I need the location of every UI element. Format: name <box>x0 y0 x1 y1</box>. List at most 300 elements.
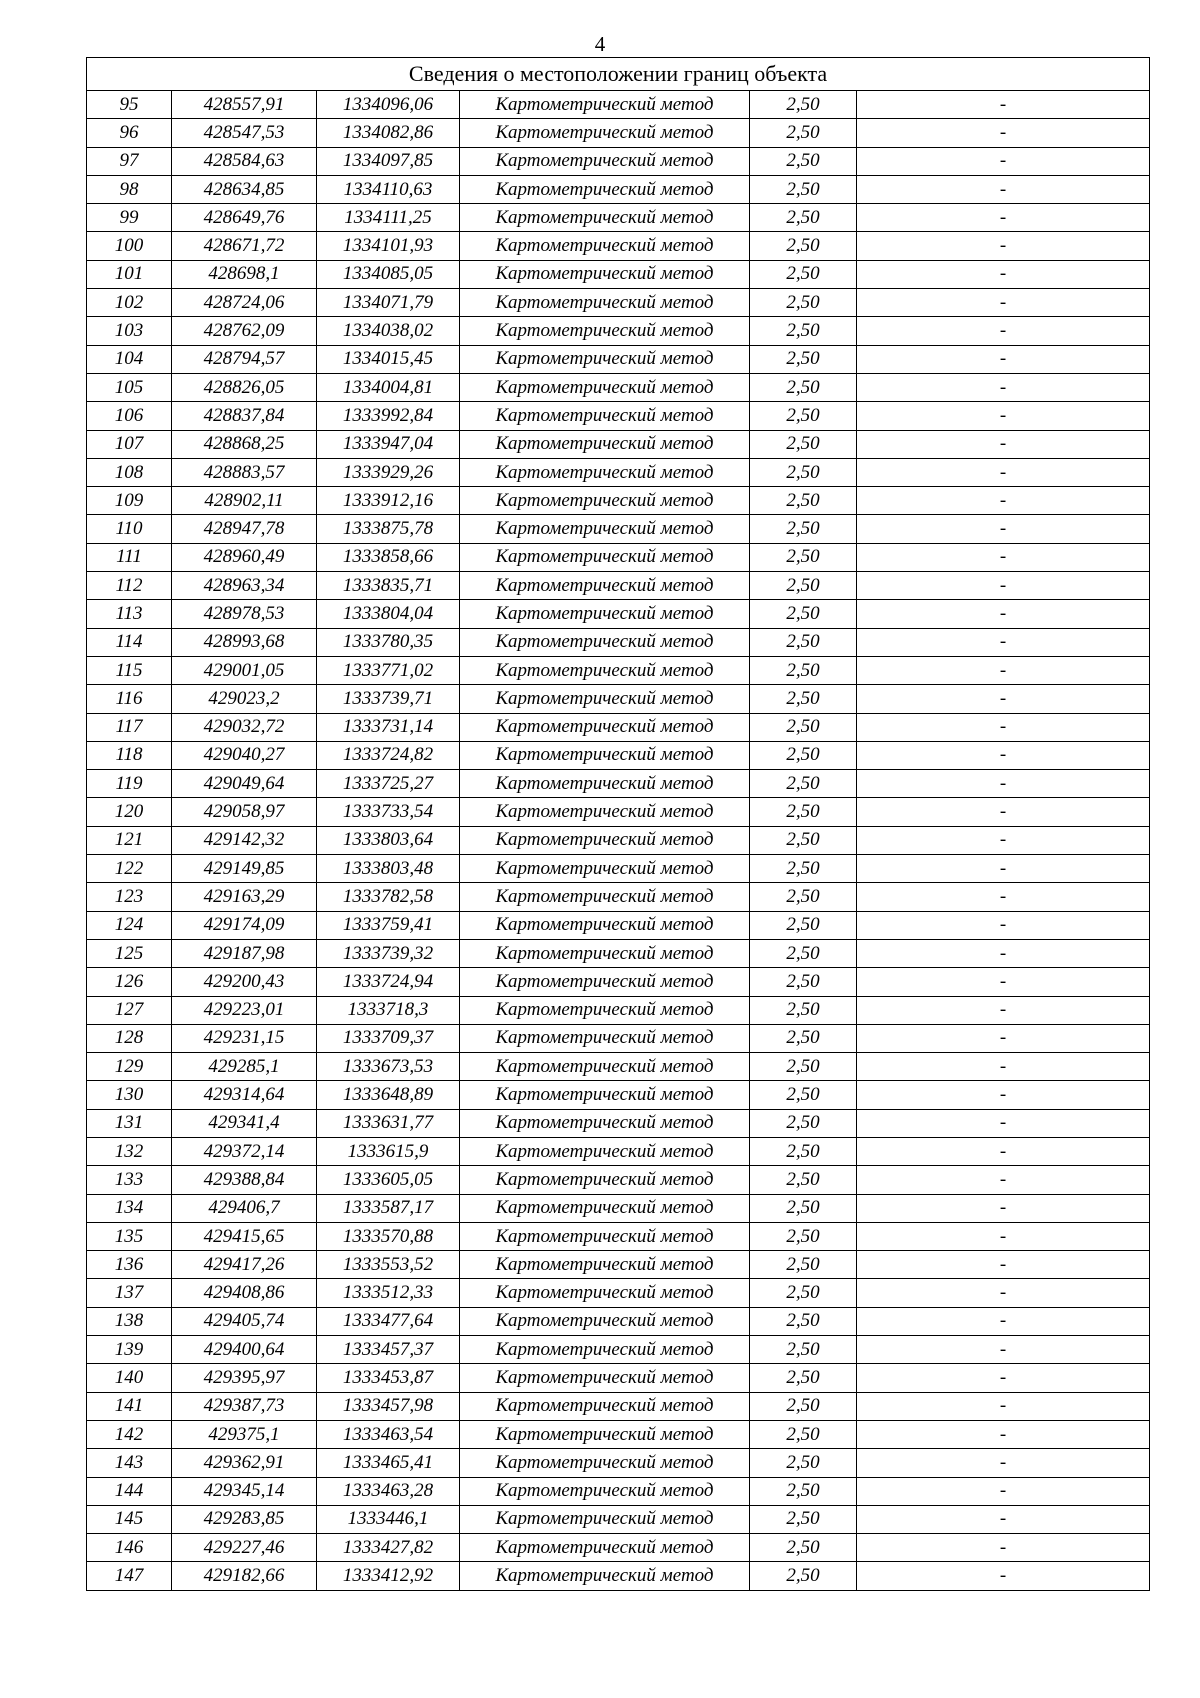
point-number-cell: 125 <box>87 939 172 967</box>
description-cell: - <box>857 1392 1150 1420</box>
x-coordinate-cell: 428837,84 <box>172 402 317 430</box>
accuracy-cell: 2,50 <box>750 1449 857 1477</box>
table-row <box>87 1392 1150 1420</box>
description-cell: - <box>857 430 1150 458</box>
accuracy-cell: 2,50 <box>750 1251 857 1279</box>
table-row <box>87 741 1150 769</box>
method-cell: Картометрический метод <box>460 685 750 713</box>
method-cell: Картометрический метод <box>460 1222 750 1250</box>
table-row <box>87 855 1150 883</box>
description-cell: - <box>857 487 1150 515</box>
description-cell: - <box>857 572 1150 600</box>
y-coordinate-cell: 1333804,04 <box>317 600 460 628</box>
description-cell: - <box>857 600 1150 628</box>
accuracy-cell: 2,50 <box>750 430 857 458</box>
y-coordinate-cell: 1333631,77 <box>317 1109 460 1137</box>
y-coordinate-cell: 1333947,04 <box>317 430 460 458</box>
description-cell: - <box>857 91 1150 119</box>
table-row <box>87 91 1150 119</box>
method-cell: Картометрический метод <box>460 402 750 430</box>
y-coordinate-cell: 1333673,53 <box>317 1053 460 1081</box>
y-coordinate-cell: 1333733,54 <box>317 798 460 826</box>
description-cell: - <box>857 685 1150 713</box>
x-coordinate-cell: 429415,65 <box>172 1222 317 1250</box>
point-number-cell: 118 <box>87 741 172 769</box>
x-coordinate-cell: 429375,1 <box>172 1420 317 1448</box>
description-cell: - <box>857 996 1150 1024</box>
x-coordinate-cell: 429341,4 <box>172 1109 317 1137</box>
x-coordinate-cell: 429023,2 <box>172 685 317 713</box>
method-cell: Картометрический метод <box>460 1279 750 1307</box>
table-row <box>87 1024 1150 1052</box>
table-row <box>87 1222 1150 1250</box>
accuracy-cell: 2,50 <box>750 685 857 713</box>
method-cell: Картометрический метод <box>460 317 750 345</box>
method-cell: Картометрический метод <box>460 1449 750 1477</box>
x-coordinate-cell: 428649,76 <box>172 204 317 232</box>
x-coordinate-cell: 428698,1 <box>172 260 317 288</box>
accuracy-cell: 2,50 <box>750 232 857 260</box>
y-coordinate-cell: 1333739,32 <box>317 939 460 967</box>
table-row <box>87 1053 1150 1081</box>
method-cell: Картометрический метод <box>460 175 750 203</box>
y-coordinate-cell: 1333648,89 <box>317 1081 460 1109</box>
method-cell: Картометрический метод <box>460 1109 750 1137</box>
boundary-coordinates-table <box>86 57 1150 1591</box>
x-coordinate-cell: 429400,64 <box>172 1336 317 1364</box>
table-row <box>87 911 1150 939</box>
point-number-cell: 117 <box>87 713 172 741</box>
description-cell: - <box>857 1534 1150 1562</box>
point-number-cell: 105 <box>87 373 172 401</box>
x-coordinate-cell: 429314,64 <box>172 1081 317 1109</box>
method-cell: Картометрический метод <box>460 770 750 798</box>
table-row <box>87 1251 1150 1279</box>
x-coordinate-cell: 429032,72 <box>172 713 317 741</box>
accuracy-cell: 2,50 <box>750 798 857 826</box>
y-coordinate-cell: 1333929,26 <box>317 458 460 486</box>
x-coordinate-cell: 428960,49 <box>172 543 317 571</box>
method-cell: Картометрический метод <box>460 373 750 401</box>
description-cell: - <box>857 855 1150 883</box>
accuracy-cell: 2,50 <box>750 600 857 628</box>
y-coordinate-cell: 1334004,81 <box>317 373 460 401</box>
y-coordinate-cell: 1334101,93 <box>317 232 460 260</box>
point-number-cell: 96 <box>87 119 172 147</box>
x-coordinate-cell: 428902,11 <box>172 487 317 515</box>
table-row <box>87 430 1150 458</box>
point-number-cell: 142 <box>87 1420 172 1448</box>
point-number-cell: 113 <box>87 600 172 628</box>
y-coordinate-cell: 1333512,33 <box>317 1279 460 1307</box>
accuracy-cell: 2,50 <box>750 656 857 684</box>
point-number-cell: 123 <box>87 883 172 911</box>
table-row <box>87 260 1150 288</box>
method-cell: Картометрический метод <box>460 1505 750 1533</box>
method-cell: Картометрический метод <box>460 1477 750 1505</box>
y-coordinate-cell: 1333463,54 <box>317 1420 460 1448</box>
x-coordinate-cell: 428794,57 <box>172 345 317 373</box>
y-coordinate-cell: 1334111,25 <box>317 204 460 232</box>
table-row <box>87 1166 1150 1194</box>
description-cell: - <box>857 1279 1150 1307</box>
accuracy-cell: 2,50 <box>750 855 857 883</box>
table-row <box>87 656 1150 684</box>
method-cell: Картометрический метод <box>460 1420 750 1448</box>
accuracy-cell: 2,50 <box>750 1166 857 1194</box>
description-cell: - <box>857 1024 1150 1052</box>
y-coordinate-cell: 1333725,27 <box>317 770 460 798</box>
method-cell: Картометрический метод <box>460 91 750 119</box>
y-coordinate-cell: 1333587,17 <box>317 1194 460 1222</box>
point-number-cell: 133 <box>87 1166 172 1194</box>
table-row <box>87 487 1150 515</box>
description-cell: - <box>857 1222 1150 1250</box>
table-row <box>87 175 1150 203</box>
point-number-cell: 103 <box>87 317 172 345</box>
point-number-cell: 141 <box>87 1392 172 1420</box>
table-row <box>87 685 1150 713</box>
x-coordinate-cell: 429395,97 <box>172 1364 317 1392</box>
y-coordinate-cell: 1333446,1 <box>317 1505 460 1533</box>
accuracy-cell: 2,50 <box>750 741 857 769</box>
method-cell: Картометрический метод <box>460 543 750 571</box>
y-coordinate-cell: 1333553,52 <box>317 1251 460 1279</box>
method-cell: Картометрический метод <box>460 430 750 458</box>
point-number-cell: 127 <box>87 996 172 1024</box>
method-cell: Картометрический метод <box>460 289 750 317</box>
method-cell: Картометрический метод <box>460 883 750 911</box>
table-row <box>87 1449 1150 1477</box>
description-cell: - <box>857 373 1150 401</box>
table-row <box>87 402 1150 430</box>
y-coordinate-cell: 1334082,86 <box>317 119 460 147</box>
method-cell: Картометрический метод <box>460 1307 750 1335</box>
x-coordinate-cell: 429362,91 <box>172 1449 317 1477</box>
accuracy-cell: 2,50 <box>750 289 857 317</box>
description-cell: - <box>857 317 1150 345</box>
point-number-cell: 101 <box>87 260 172 288</box>
table-row <box>87 289 1150 317</box>
point-number-cell: 120 <box>87 798 172 826</box>
point-number-cell: 115 <box>87 656 172 684</box>
x-coordinate-cell: 429182,66 <box>172 1562 317 1590</box>
table-row <box>87 1109 1150 1137</box>
x-coordinate-cell: 428724,06 <box>172 289 317 317</box>
accuracy-cell: 2,50 <box>750 1505 857 1533</box>
method-cell: Картометрический метод <box>460 1392 750 1420</box>
x-coordinate-cell: 429174,09 <box>172 911 317 939</box>
method-cell: Картометрический метод <box>460 1534 750 1562</box>
x-coordinate-cell: 429049,64 <box>172 770 317 798</box>
table-row <box>87 1505 1150 1533</box>
accuracy-cell: 2,50 <box>750 373 857 401</box>
y-coordinate-cell: 1333457,37 <box>317 1336 460 1364</box>
table-row <box>87 883 1150 911</box>
accuracy-cell: 2,50 <box>750 1194 857 1222</box>
description-cell: - <box>857 1053 1150 1081</box>
point-number-cell: 107 <box>87 430 172 458</box>
table-row <box>87 1364 1150 1392</box>
point-number-cell: 95 <box>87 91 172 119</box>
method-cell: Картометрический метод <box>460 1053 750 1081</box>
page-number: 4 <box>594 32 606 56</box>
point-number-cell: 128 <box>87 1024 172 1052</box>
method-cell: Картометрический метод <box>460 1081 750 1109</box>
accuracy-cell: 2,50 <box>750 628 857 656</box>
x-coordinate-cell: 429283,85 <box>172 1505 317 1533</box>
table-row <box>87 147 1150 175</box>
table-row <box>87 373 1150 401</box>
description-cell: - <box>857 543 1150 571</box>
description-cell: - <box>857 232 1150 260</box>
y-coordinate-cell: 1333709,37 <box>317 1024 460 1052</box>
method-cell: Картометрический метод <box>460 1562 750 1590</box>
description-cell: - <box>857 119 1150 147</box>
accuracy-cell: 2,50 <box>750 458 857 486</box>
description-cell: - <box>857 458 1150 486</box>
description-cell: - <box>857 1307 1150 1335</box>
accuracy-cell: 2,50 <box>750 1562 857 1590</box>
x-coordinate-cell: 429231,15 <box>172 1024 317 1052</box>
description-cell: - <box>857 798 1150 826</box>
point-number-cell: 116 <box>87 685 172 713</box>
accuracy-cell: 2,50 <box>750 1534 857 1562</box>
y-coordinate-cell: 1334096,06 <box>317 91 460 119</box>
x-coordinate-cell: 428883,57 <box>172 458 317 486</box>
description-cell: - <box>857 1251 1150 1279</box>
method-cell: Картометрический метод <box>460 1137 750 1165</box>
method-cell: Картометрический метод <box>460 826 750 854</box>
accuracy-cell: 2,50 <box>750 1024 857 1052</box>
y-coordinate-cell: 1333463,28 <box>317 1477 460 1505</box>
method-cell: Картометрический метод <box>460 911 750 939</box>
x-coordinate-cell: 429200,43 <box>172 968 317 996</box>
method-cell: Картометрический метод <box>460 345 750 373</box>
x-coordinate-cell: 428978,53 <box>172 600 317 628</box>
y-coordinate-cell: 1333457,98 <box>317 1392 460 1420</box>
point-number-cell: 147 <box>87 1562 172 1590</box>
table-row <box>87 1534 1150 1562</box>
accuracy-cell: 2,50 <box>750 1279 857 1307</box>
point-number-cell: 140 <box>87 1364 172 1392</box>
table-row <box>87 996 1150 1024</box>
description-cell: - <box>857 1336 1150 1364</box>
table-row <box>87 543 1150 571</box>
method-cell: Картометрический метод <box>460 1364 750 1392</box>
description-cell: - <box>857 770 1150 798</box>
table-row <box>87 1081 1150 1109</box>
accuracy-cell: 2,50 <box>750 147 857 175</box>
table-row <box>87 798 1150 826</box>
description-cell: - <box>857 826 1150 854</box>
point-number-cell: 102 <box>87 289 172 317</box>
description-cell: - <box>857 1505 1150 1533</box>
table-title: Сведения о местоположении границ объекта <box>87 58 1150 91</box>
point-number-cell: 132 <box>87 1137 172 1165</box>
point-number-cell: 129 <box>87 1053 172 1081</box>
point-number-cell: 134 <box>87 1194 172 1222</box>
method-cell: Картометрический метод <box>460 628 750 656</box>
table-row <box>87 345 1150 373</box>
table-row <box>87 939 1150 967</box>
method-cell: Картометрический метод <box>460 741 750 769</box>
accuracy-cell: 2,50 <box>750 317 857 345</box>
description-cell: - <box>857 1449 1150 1477</box>
point-number-cell: 106 <box>87 402 172 430</box>
description-cell: - <box>857 402 1150 430</box>
description-cell: - <box>857 1477 1150 1505</box>
method-cell: Картометрический метод <box>460 487 750 515</box>
accuracy-cell: 2,50 <box>750 1420 857 1448</box>
table-row <box>87 1562 1150 1590</box>
point-number-cell: 114 <box>87 628 172 656</box>
accuracy-cell: 2,50 <box>750 402 857 430</box>
method-cell: Картометрический метод <box>460 572 750 600</box>
accuracy-cell: 2,50 <box>750 1336 857 1364</box>
x-coordinate-cell: 429187,98 <box>172 939 317 967</box>
method-cell: Картометрический метод <box>460 1251 750 1279</box>
accuracy-cell: 2,50 <box>750 883 857 911</box>
table-row <box>87 458 1150 486</box>
description-cell: - <box>857 175 1150 203</box>
table-title-row <box>87 58 1150 91</box>
description-cell: - <box>857 1109 1150 1137</box>
y-coordinate-cell: 1333759,41 <box>317 911 460 939</box>
y-coordinate-cell: 1334085,05 <box>317 260 460 288</box>
table-row <box>87 232 1150 260</box>
method-cell: Картометрический метод <box>460 600 750 628</box>
y-coordinate-cell: 1333992,84 <box>317 402 460 430</box>
description-cell: - <box>857 345 1150 373</box>
description-cell: - <box>857 1420 1150 1448</box>
y-coordinate-cell: 1334097,85 <box>317 147 460 175</box>
method-cell: Картометрический метод <box>460 1194 750 1222</box>
y-coordinate-cell: 1333739,71 <box>317 685 460 713</box>
y-coordinate-cell: 1333835,71 <box>317 572 460 600</box>
point-number-cell: 119 <box>87 770 172 798</box>
method-cell: Картометрический метод <box>460 232 750 260</box>
point-number-cell: 121 <box>87 826 172 854</box>
accuracy-cell: 2,50 <box>750 487 857 515</box>
description-cell: - <box>857 939 1150 967</box>
point-number-cell: 108 <box>87 458 172 486</box>
method-cell: Картометрический метод <box>460 1024 750 1052</box>
method-cell: Картометрический метод <box>460 713 750 741</box>
accuracy-cell: 2,50 <box>750 770 857 798</box>
accuracy-cell: 2,50 <box>750 1392 857 1420</box>
table-row <box>87 572 1150 600</box>
point-number-cell: 110 <box>87 515 172 543</box>
accuracy-cell: 2,50 <box>750 1307 857 1335</box>
table-row <box>87 1137 1150 1165</box>
table-row <box>87 515 1150 543</box>
point-number-cell: 131 <box>87 1109 172 1137</box>
method-cell: Картометрический метод <box>460 1336 750 1364</box>
y-coordinate-cell: 1333412,92 <box>317 1562 460 1590</box>
table-body <box>87 91 1150 1591</box>
point-number-cell: 97 <box>87 147 172 175</box>
point-number-cell: 111 <box>87 543 172 571</box>
method-cell: Картометрический метод <box>460 968 750 996</box>
x-coordinate-cell: 428963,34 <box>172 572 317 600</box>
y-coordinate-cell: 1333782,58 <box>317 883 460 911</box>
description-cell: - <box>857 204 1150 232</box>
x-coordinate-cell: 429408,86 <box>172 1279 317 1307</box>
x-coordinate-cell: 428826,05 <box>172 373 317 401</box>
table-row <box>87 1194 1150 1222</box>
accuracy-cell: 2,50 <box>750 572 857 600</box>
y-coordinate-cell: 1333427,82 <box>317 1534 460 1562</box>
y-coordinate-cell: 1334015,45 <box>317 345 460 373</box>
accuracy-cell: 2,50 <box>750 1109 857 1137</box>
y-coordinate-cell: 1333477,64 <box>317 1307 460 1335</box>
y-coordinate-cell: 1334038,02 <box>317 317 460 345</box>
description-cell: - <box>857 1081 1150 1109</box>
y-coordinate-cell: 1333780,35 <box>317 628 460 656</box>
x-coordinate-cell: 429149,85 <box>172 855 317 883</box>
description-cell: - <box>857 883 1150 911</box>
x-coordinate-cell: 429417,26 <box>172 1251 317 1279</box>
description-cell: - <box>857 968 1150 996</box>
accuracy-cell: 2,50 <box>750 996 857 1024</box>
description-cell: - <box>857 713 1150 741</box>
x-coordinate-cell: 428584,63 <box>172 147 317 175</box>
table-row <box>87 119 1150 147</box>
method-cell: Картометрический метод <box>460 119 750 147</box>
description-cell: - <box>857 1166 1150 1194</box>
y-coordinate-cell: 1333615,9 <box>317 1137 460 1165</box>
y-coordinate-cell: 1333570,88 <box>317 1222 460 1250</box>
accuracy-cell: 2,50 <box>750 175 857 203</box>
method-cell: Картометрический метод <box>460 515 750 543</box>
accuracy-cell: 2,50 <box>750 543 857 571</box>
table-row <box>87 770 1150 798</box>
method-cell: Картометрический метод <box>460 204 750 232</box>
x-coordinate-cell: 429227,46 <box>172 1534 317 1562</box>
table-row <box>87 1477 1150 1505</box>
table-row <box>87 968 1150 996</box>
point-number-cell: 100 <box>87 232 172 260</box>
y-coordinate-cell: 1333803,48 <box>317 855 460 883</box>
description-cell: - <box>857 515 1150 543</box>
x-coordinate-cell: 429040,27 <box>172 741 317 769</box>
accuracy-cell: 2,50 <box>750 826 857 854</box>
y-coordinate-cell: 1333875,78 <box>317 515 460 543</box>
x-coordinate-cell: 429223,01 <box>172 996 317 1024</box>
x-coordinate-cell: 429345,14 <box>172 1477 317 1505</box>
accuracy-cell: 2,50 <box>750 713 857 741</box>
method-cell: Картометрический метод <box>460 855 750 883</box>
accuracy-cell: 2,50 <box>750 345 857 373</box>
point-number-cell: 146 <box>87 1534 172 1562</box>
y-coordinate-cell: 1333453,87 <box>317 1364 460 1392</box>
description-cell: - <box>857 1194 1150 1222</box>
accuracy-cell: 2,50 <box>750 911 857 939</box>
accuracy-cell: 2,50 <box>750 1222 857 1250</box>
y-coordinate-cell: 1333465,41 <box>317 1449 460 1477</box>
accuracy-cell: 2,50 <box>750 968 857 996</box>
table-row <box>87 826 1150 854</box>
description-cell: - <box>857 656 1150 684</box>
x-coordinate-cell: 428993,68 <box>172 628 317 656</box>
accuracy-cell: 2,50 <box>750 1053 857 1081</box>
accuracy-cell: 2,50 <box>750 515 857 543</box>
accuracy-cell: 2,50 <box>750 260 857 288</box>
point-number-cell: 144 <box>87 1477 172 1505</box>
x-coordinate-cell: 429285,1 <box>172 1053 317 1081</box>
x-coordinate-cell: 428671,72 <box>172 232 317 260</box>
